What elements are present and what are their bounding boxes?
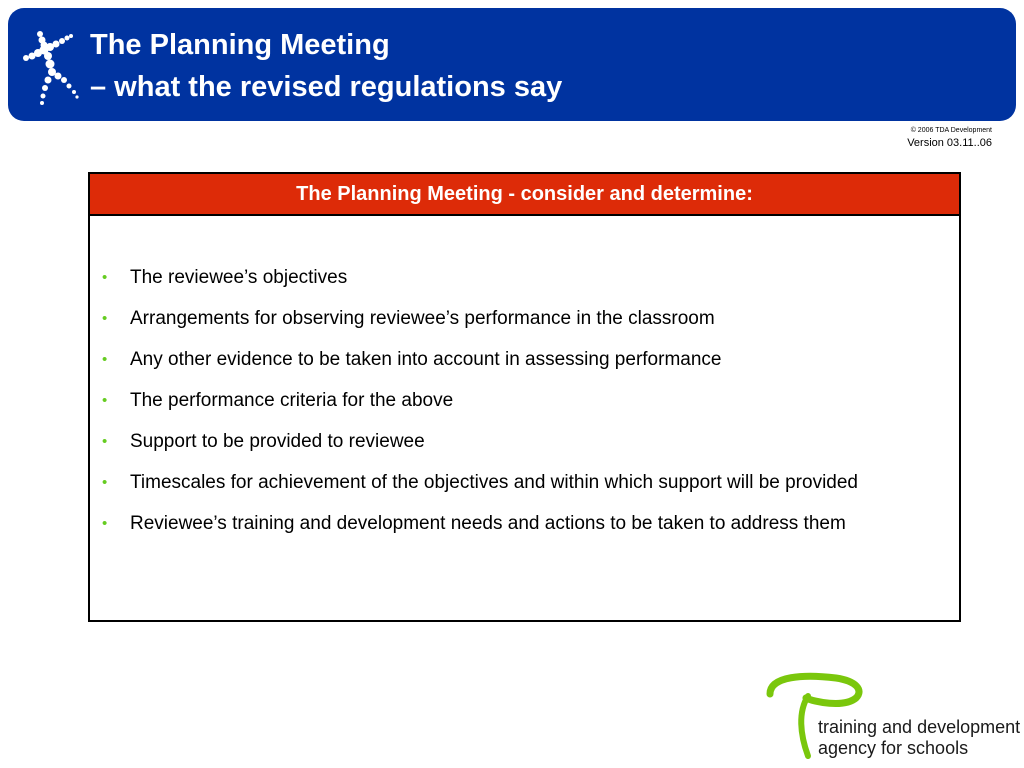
panel-heading: The Planning Meeting - consider and determine: bbox=[90, 174, 959, 216]
copyright-notice: © 2006 TDA Development bbox=[910, 127, 992, 134]
list-item bbox=[90, 469, 935, 496]
bullet-icon: • bbox=[102, 310, 108, 327]
bullet-icon: • bbox=[102, 269, 108, 286]
list-item-text: Support to be provided to reviewee bbox=[130, 431, 425, 452]
tda-logo-line1: training and development bbox=[818, 717, 1021, 737]
bullet-icon: • bbox=[102, 515, 108, 532]
content-panel bbox=[88, 172, 961, 622]
list-item-text: Timescales for achievement of the objectives and within which support will be provided bbox=[130, 472, 858, 493]
list-item bbox=[90, 510, 935, 537]
list-item-text: Reviewee’s training and development needs and actions to be taken to address them bbox=[130, 513, 846, 534]
version-label: Version 03.11..06 bbox=[907, 137, 992, 149]
bullet-icon: • bbox=[102, 351, 108, 368]
list-item bbox=[90, 346, 935, 373]
list-item bbox=[90, 305, 935, 332]
list-item bbox=[90, 387, 935, 414]
list-item bbox=[90, 264, 935, 291]
page-title: The Planning Meeting bbox=[90, 29, 390, 61]
bullet-icon: • bbox=[102, 433, 108, 450]
page-subtitle: – what the revised regulations say bbox=[90, 71, 563, 103]
list-item-text: Arrangements for observing reviewee’s performance in the classroom bbox=[130, 308, 715, 329]
bullet-list bbox=[90, 216, 959, 537]
bullet-icon: • bbox=[102, 474, 108, 491]
list-item-text: Any other evidence to be taken into account in assessing performance bbox=[130, 349, 722, 370]
list-item-text: The performance criteria for the above bbox=[130, 390, 454, 411]
list-item-text: The reviewee’s objectives bbox=[130, 267, 348, 288]
tda-logo-line2: agency for schools bbox=[818, 738, 969, 758]
title-banner bbox=[8, 8, 1016, 121]
figure-dots-icon bbox=[14, 20, 84, 110]
bullet-icon: • bbox=[102, 392, 108, 409]
list-item bbox=[90, 428, 935, 455]
